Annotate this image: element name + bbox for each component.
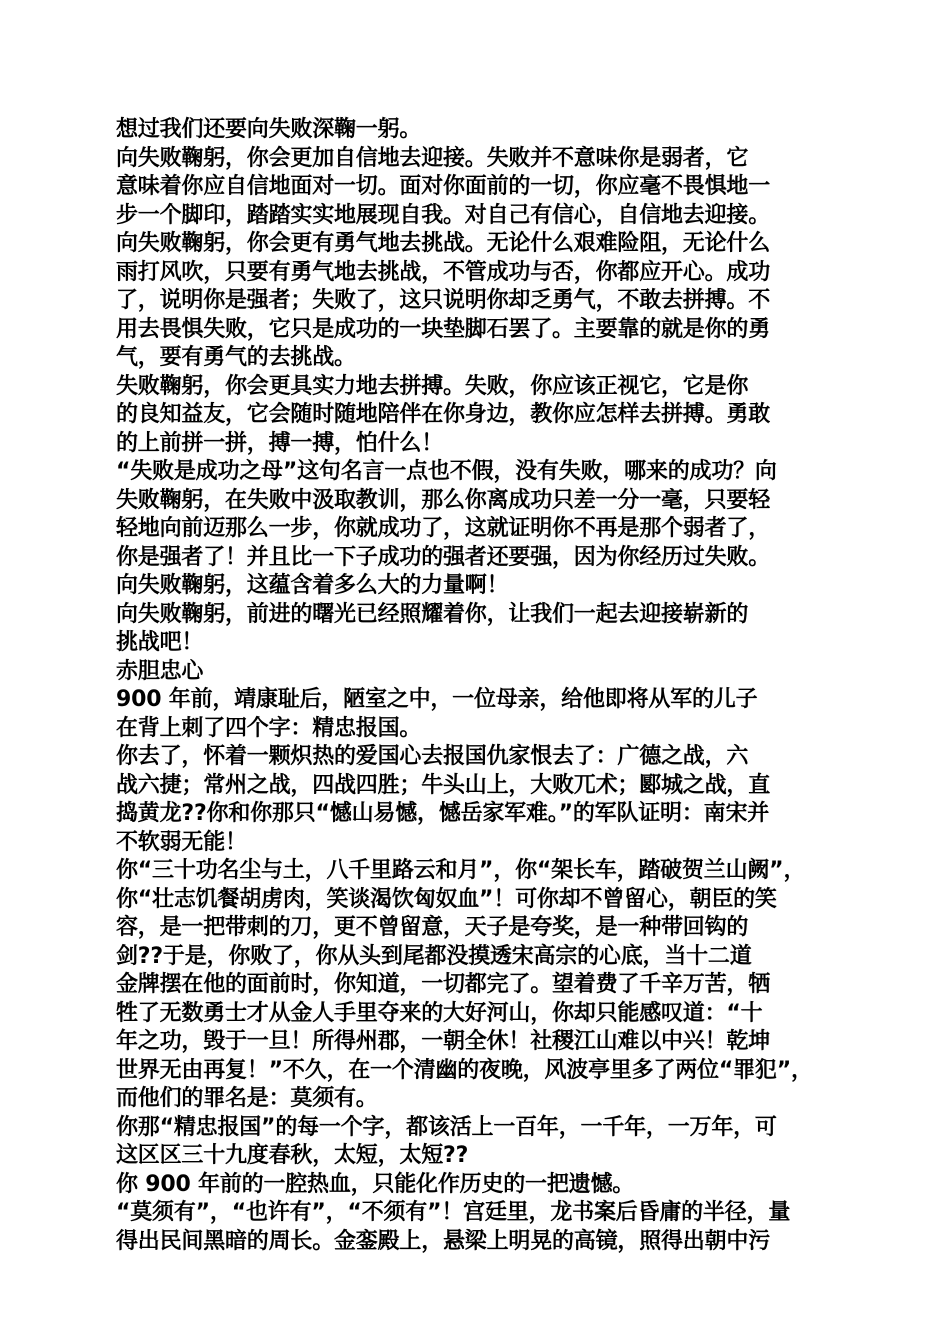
text-line: 轻地向前迈那么一步，你就成功了，这就证明你不再是那个弱者了， — [116, 516, 771, 541]
text-line: 挑战吧！ — [116, 630, 204, 655]
text-line: 想过我们还要向失败深鞠一躬。 — [116, 117, 422, 142]
text-line: 金牌摆在他的面前时，你知道，一切都完了。望着费了千辛万苦，牺 — [116, 972, 771, 997]
text-line: 失败鞠躬，你会更具实力地去拼搏。失败，你应该正视它，它是你 — [116, 373, 749, 399]
text-line: 年之功，毁于一旦！所得州郡，一朝全休！社稷江山难以中兴！乾坤 — [116, 1029, 771, 1054]
text-line: 向失败鞠躬，你会更加自信地去迎接。失败并不意味你是弱者，它 — [116, 145, 749, 171]
text-line: 不软弱无能！ — [116, 829, 247, 855]
text-line: 战六捷；常州之战，四战四胜；牛头山上，大败兀术；郾城之战，直 — [116, 772, 771, 798]
text-line: 你是强者了！并且比一下子成功的强者还要强，因为你经历过失败。 — [116, 544, 771, 570]
text-line: 容，是一把带刺的刀，更不曾留意，天子是夸奖，是一种带回钩的 — [116, 915, 749, 940]
text-line: 的良知益友，它会随时随地陪伴在你身边，教你应怎样去拼搏。勇敢 — [116, 402, 771, 427]
text-line: 的上前拼一拼，搏一搏，怕什么！ — [116, 430, 444, 456]
text-line: 你去了，怀着一颗炽热的爱国心去报国仇家恨去了：广德之战，六 — [116, 744, 749, 769]
text-line: 向失败鞠躬，这蕴含着多么大的力量啊！ — [116, 573, 509, 598]
text-line: 向失败鞠躬，你会更有勇气地去挑战。无论什么艰难险阻，无论什么 — [116, 231, 771, 256]
text-line: “失败是成功之母”这句名言一点也不假，没有失败，哪来的成功？向 — [116, 459, 777, 484]
text-line: 用去畏惧失败，它只是成功的一块垫脚石罢了。主要靠的就是你的勇 — [116, 316, 771, 342]
text-line: 意味着你应自信地面对一切。面对你面前的一切，你应毫不畏惧地一 — [116, 174, 771, 199]
text-line: 得出民间黑暗的周长。金銮殿上，悬梁上明晃的高镜，照得出朝中污 — [116, 1228, 771, 1254]
text-line: 雨打风吹，只要有勇气地去挑战，不管成功与否，你都应开心。成功 — [116, 259, 771, 285]
text-line: 你“壮志饥餐胡虏肉，笑谈渴饮匈奴血”！可你却不曾留心，朝臣的笑 — [116, 886, 777, 912]
text-line: 牲了无数勇士才从金人手里夺来的大好河山，你却只能感叹道：“十 — [116, 1000, 763, 1026]
text-line: 你 900 年前的一腔热血，只能化作历史的一把遗憾。 — [116, 1171, 635, 1197]
text-line: 剑??于是，你败了，你从头到尾都没摸透宋高宗的心底，当十二道 — [116, 943, 752, 969]
text-line: 气，要有勇气的去挑战。 — [116, 345, 356, 370]
text-line: 而他们的罪名是：莫须有。 — [116, 1086, 378, 1111]
text-line: 捣黄龙??你和你那只“憾山易憾，憾岳家军难。”的军队证明：南宋并 — [116, 801, 770, 826]
text-line: 这区区三十九度春秋，太短，太短?? — [116, 1143, 469, 1168]
text-line: 了，说明你是强者；失败了，这只说明你却乏勇气，不敢去拼搏。不 — [116, 288, 771, 313]
text-line: 向失败鞠躬，前进的曙光已经照耀着你，让我们一起去迎接崭新的 — [116, 601, 749, 627]
text-line: 你“三十功名尘与土，八千里路云和月”，你“架长车，踏破贺兰山阙”， — [116, 858, 806, 883]
text-line: 你那“精忠报国”的每一个字，都该活上一百年，一千年，一万年，可 — [116, 1114, 777, 1140]
text-line: 失败鞠躬，在失败中汲取教训，那么你离成功只差一分一毫，只要轻 — [116, 487, 771, 513]
text-line: 在背上刺了四个字：精忠报国。 — [116, 715, 422, 741]
document-body — [116, 116, 846, 1256]
text-line: 900 年前，靖康耻后，陋室之中，一位母亲，给他即将从军的儿子 — [116, 687, 758, 712]
text-line: 世界无由再复！”不久，在一个清幽的夜晚，风波亭里多了两位“罪犯”， — [116, 1057, 813, 1083]
text-line: “莫须有”，“也许有”，“不须有”！宫廷里，龙书案后昏庸的半径，量 — [116, 1200, 791, 1225]
text-line: 赤胆忠心 — [116, 658, 204, 684]
text-line: 步一个脚印，踏踏实实地展现自我。对自己有信心，自信地去迎接。 — [116, 202, 771, 228]
